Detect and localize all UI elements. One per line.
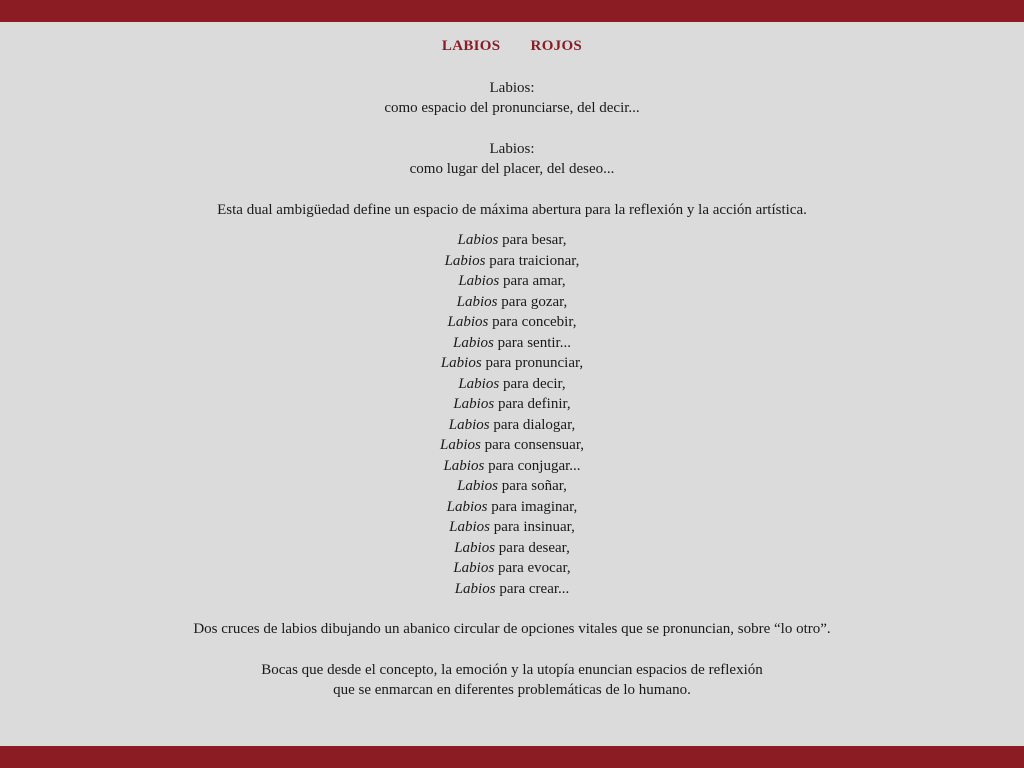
list-item-keyword: Labios <box>453 396 495 412</box>
list-item-keyword: Labios <box>456 293 498 310</box>
list-item <box>0 558 1024 579</box>
list-item-text: para soñar, <box>497 478 567 494</box>
list-item <box>0 456 1024 477</box>
list-item-keyword: Labios <box>444 252 486 269</box>
intro-line: como espacio del pronunciarse, del decir... <box>384 100 640 116</box>
list-item-text: para desear, <box>495 539 570 556</box>
list-item-text: para consensuar, <box>480 437 584 453</box>
list-item <box>0 435 1024 456</box>
list-item-text: para gozar, <box>497 293 568 310</box>
list-item-text: para dialogar, <box>489 416 576 433</box>
list-item-keyword: Labios <box>447 314 489 330</box>
list-item <box>0 517 1024 538</box>
closing-line-1: Dos cruces de labios dibujando un abanico circular de opciones vitales que se pronuncian, sobre “lo otro”. <box>193 621 831 637</box>
labios-list <box>0 230 1024 599</box>
list-item-keyword: Labios <box>443 457 485 474</box>
list-item-text: para traicionar, <box>485 252 580 269</box>
list-item-text: para insinuar, <box>490 519 575 535</box>
list-item-text: para pronunciar, <box>481 355 584 371</box>
bottom-banner <box>0 746 1024 768</box>
list-item <box>0 476 1024 497</box>
list-item <box>0 394 1024 415</box>
list-item-keyword: Labios <box>453 334 494 351</box>
intro-line: como lugar del placer, del deseo... <box>409 161 615 177</box>
list-item-keyword: Labios <box>448 416 490 433</box>
list-item <box>0 374 1024 395</box>
list-item-text: para imaginar, <box>487 498 578 515</box>
list-item <box>0 353 1024 374</box>
list-item-keyword: Labios <box>440 437 481 453</box>
closing-line-3: que se enmarcan en diferentes problemáticas de lo humano. <box>333 682 691 698</box>
list-item-text: para evocar, <box>494 560 571 576</box>
list-item-keyword: Labios <box>454 580 496 597</box>
list-item-text: para sentir... <box>493 334 571 351</box>
list-item-keyword: Labios <box>449 519 491 535</box>
list-item-keyword: Labios <box>458 273 500 289</box>
page-title: LABIOS ROJOS <box>441 38 583 54</box>
list-item-text: para besar, <box>498 232 567 248</box>
list-item-keyword: Labios <box>453 560 495 576</box>
list-item-text: para amar, <box>499 273 566 289</box>
list-item <box>0 415 1024 436</box>
top-banner <box>0 0 1024 22</box>
list-item <box>0 579 1024 600</box>
intro-block-1 <box>0 78 1024 119</box>
list-item-keyword: Labios <box>440 355 482 371</box>
list-item <box>0 230 1024 251</box>
intro-line: Labios: <box>489 140 535 157</box>
list-item-keyword: Labios <box>457 232 499 248</box>
closing-line-2: Bocas que desde el concepto, la emoción y la utopía enuncian espacios de reflexión <box>261 661 763 678</box>
list-item <box>0 271 1024 292</box>
list-item-text: para decir, <box>499 375 566 392</box>
list-item <box>0 538 1024 559</box>
list-item <box>0 251 1024 272</box>
list-item-keyword: Labios <box>458 375 500 392</box>
list-item-text: para conjugar... <box>484 457 581 474</box>
poem-content <box>0 36 1024 701</box>
list-item <box>0 333 1024 354</box>
intro-block-2 <box>0 139 1024 180</box>
statement-paragraph: Esta dual ambigüedad define un espacio de máxima abertura para la reflexión y la acción artística. <box>217 201 807 218</box>
list-item-keyword: Labios <box>457 478 498 494</box>
list-item-keyword: Labios <box>454 539 496 556</box>
list-item <box>0 292 1024 313</box>
list-item <box>0 312 1024 333</box>
list-item-keyword: Labios <box>446 498 488 515</box>
intro-line: Labios: <box>489 79 535 96</box>
list-item <box>0 497 1024 518</box>
list-item-text: para concebir, <box>488 314 577 330</box>
list-item-text: para definir, <box>494 396 571 412</box>
list-item-text: para crear... <box>495 580 570 597</box>
